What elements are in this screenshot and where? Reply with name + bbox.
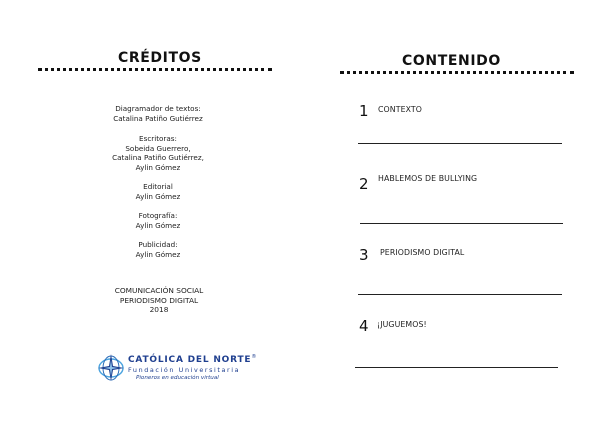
footer-year: 2018 xyxy=(149,305,169,315)
contents-heading: CONTENIDO xyxy=(402,53,501,69)
credit-designer xyxy=(100,104,216,123)
credit-name: Catalina Patiño Gutiérrez xyxy=(113,113,203,123)
contents-item-2-label[interactable]: HABLEMOS DE BULLYING xyxy=(378,174,478,183)
credit-name: Aylin Gómez xyxy=(135,191,181,201)
credit-advertising xyxy=(100,240,216,259)
credit-name: Catalina Patiño Gutiérrez, xyxy=(112,153,204,163)
contents-item-2-number: 2 xyxy=(359,175,369,193)
contents-item-2-rule xyxy=(360,223,563,224)
contents-item-1-rule xyxy=(358,143,562,144)
credit-photography xyxy=(100,211,216,230)
credit-name: Aylin Gómez xyxy=(135,220,181,230)
credit-name: Aylin Gómez xyxy=(135,249,181,259)
credits-dotted-rule xyxy=(38,68,272,71)
credits-footer xyxy=(96,286,222,315)
contents-item-3-label[interactable]: PERIODISMO DIGITAL xyxy=(380,248,465,257)
credit-name: Aylin Gómez xyxy=(135,162,181,172)
contents-item-4-rule xyxy=(355,367,558,368)
logo-subtitle: Fundación Universitaria xyxy=(128,366,241,374)
footer-subject: PERIODISMO DIGITAL xyxy=(119,295,199,305)
contents-item-1-label[interactable]: CONTEXTO xyxy=(378,105,423,114)
credit-writers xyxy=(100,134,216,172)
credit-role: Publicidad: xyxy=(138,240,178,249)
credit-role: Diagramador de textos: xyxy=(115,104,201,113)
credits-heading: CRÉDITOS xyxy=(118,50,202,66)
contents-item-1-number: 1 xyxy=(359,102,369,120)
compass-star-icon xyxy=(96,352,126,382)
credit-role: Fotografía: xyxy=(138,211,178,220)
contents-item-4-label[interactable]: ¡JUGUEMOS! xyxy=(377,320,427,329)
contents-item-3-rule xyxy=(358,294,562,295)
contents-dotted-rule xyxy=(340,71,574,74)
footer-program: COMUNICACIÓN SOCIAL xyxy=(114,286,204,295)
credit-editorial xyxy=(100,182,216,201)
credit-role: Escritoras: xyxy=(139,134,177,143)
credit-name: Sobeida Guerrero, xyxy=(125,143,191,153)
university-logo xyxy=(96,352,258,384)
contents-item-4-number: 4 xyxy=(359,317,369,335)
logo-tagline: Pioneros en educación virtual xyxy=(136,375,219,381)
logo-title: CATÓLICA DEL NORTE® xyxy=(128,354,258,365)
registered-mark: ® xyxy=(251,354,258,360)
credit-role: Editorial xyxy=(143,182,173,191)
contents-item-3-number: 3 xyxy=(359,246,369,264)
